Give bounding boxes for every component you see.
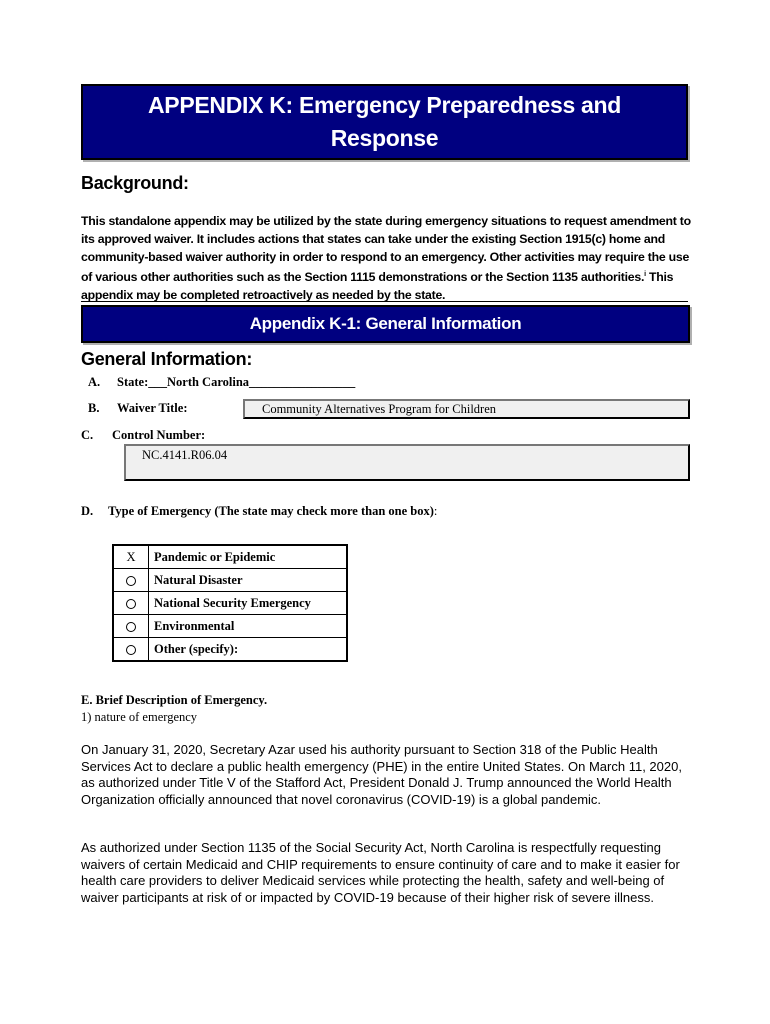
emergency-type-label-text: Type of Emergency (The state may check more than one box) [108, 504, 434, 518]
control-number-value: NC.4141.R06.04 [142, 448, 228, 462]
description-paragraph-2: As authorized under Section 1135 of the Social Security Act, North Carolina is respectfully requesting waivers of certain Medicaid and CHIP requirements to ensure continuity of care and to make it easier for health care providers to deliver Medicaid services while protecting the health, safety and well-being of waiver participants at risk of or impacted by COVID-19 because of their higher risk of severe illness. [81, 840, 680, 905]
emergency-type-row [113, 545, 347, 569]
item-d-letter: D. [81, 504, 94, 518]
state-field: State:___North Carolina_________________ [117, 375, 356, 389]
emergency-type-row [113, 592, 347, 615]
emergency-type-label: Other (specify): [149, 638, 348, 662]
emergency-type-checkbox[interactable] [113, 592, 149, 615]
radio-circle-icon [126, 599, 136, 609]
radio-circle-icon [126, 576, 136, 586]
general-info-heading: General Information: [81, 349, 253, 369]
appendix-title-line2: Response [330, 125, 439, 151]
background-text-part2: This appendix may be completed retroactively as needed by the state. [81, 270, 674, 303]
background-text-part1: This standalone appendix may be utilized by the state during emergency situations to request amendment to its approved waiver. It includes actions that states can take under the existing Section 1915(c) home and community-based waiver authority in order to respond to an emergency. Other activities may require the use of various other authorities such as the Section 1115 demonstrations or the Section 1135 authorities. [81, 214, 691, 285]
emergency-type-label: Natural Disaster [149, 569, 348, 592]
item-b-letter: B. [88, 401, 100, 415]
footnote-marker[interactable]: i [644, 271, 646, 278]
emergency-type-row [113, 638, 347, 662]
emergency-type-label: National Security Emergency [149, 592, 348, 615]
item-c-letter: C. [81, 428, 94, 442]
description-paragraph-1: On January 31, 2020, Secretary Azar used his authority pursuant to Section 318 of the Public Health Services Act to declare a public health emergency (PHE) in the entire United States. On March 11, 2020, as authorized under Title V of the Stafford Act, President Donald J. Trump announced the World Health Organization officially announced that novel coronavirus (COVID-19) is a global pandemic. [81, 742, 682, 807]
emergency-type-checkbox[interactable] [113, 615, 149, 638]
waiver-title-field[interactable] [243, 399, 690, 419]
radio-circle-icon [126, 622, 136, 632]
emergency-type-label [108, 504, 437, 519]
emergency-type-checkbox[interactable] [113, 569, 149, 592]
waiver-title-value: Community Alternatives Program for Children [262, 402, 496, 416]
emergency-type-row [113, 615, 347, 638]
section-e-subheading: 1) nature of emergency [81, 710, 198, 724]
section-e-heading: E. Brief Description of Emergency. [81, 693, 268, 707]
emergency-type-table [112, 544, 348, 662]
waiver-title-label: Waiver Title: [117, 401, 188, 415]
emergency-type-label: Pandemic or Epidemic [149, 545, 348, 569]
control-number-label: Control Number: [112, 428, 206, 442]
emergency-type-label: Environmental [149, 615, 348, 638]
appendix-title-banner [81, 84, 688, 160]
appendix-title-line1: APPENDIX K: Emergency Preparedness and [147, 92, 622, 118]
emergency-type-row [113, 569, 347, 592]
item-a-letter: A. [88, 375, 101, 389]
emergency-type-checkbox[interactable] [113, 638, 149, 662]
section-divider [81, 301, 688, 302]
radio-circle-icon [126, 645, 136, 655]
section-k1-banner: Appendix K-1: General Information [81, 305, 690, 343]
background-text [81, 212, 691, 304]
background-heading: Background: [81, 173, 189, 193]
emergency-type-checkbox[interactable] [113, 545, 149, 569]
checked-mark: X [126, 549, 136, 564]
emergency-type-label-colon: : [433, 504, 438, 518]
control-number-field[interactable] [124, 444, 690, 481]
